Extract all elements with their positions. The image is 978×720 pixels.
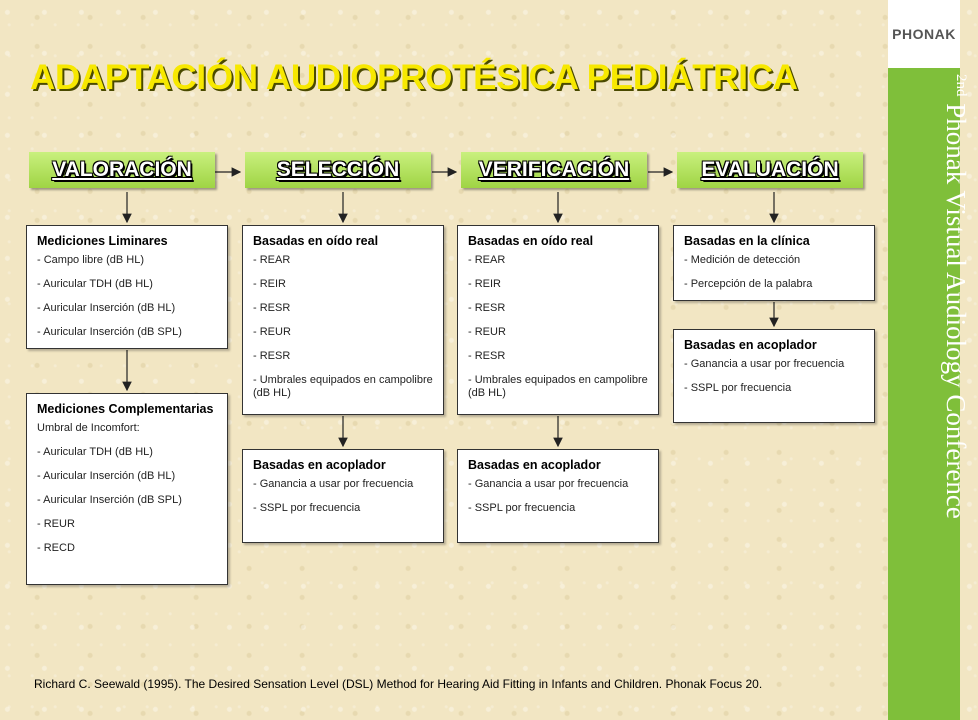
box-title: Basadas en la clínica	[684, 234, 810, 248]
box-item: - Auricular Inserción (dB SPL)	[37, 494, 182, 506]
stage-evaluacion: EVALUACIÓN	[677, 152, 863, 188]
box-item: - SSPL por frecuencia	[684, 382, 792, 394]
conference-title	[939, 74, 978, 519]
stage-seleccion: SELECCIÓN	[245, 152, 431, 188]
box-item: - Auricular Inserción (dB HL)	[37, 302, 176, 314]
brand-sidebar	[888, 0, 971, 720]
box-evaluacion-acoplador	[673, 329, 875, 423]
box-title: Basadas en oído real	[468, 234, 594, 248]
box-item: - RESR	[253, 302, 291, 314]
box-item: - Umbrales equipados en campolibre (dB HL)	[468, 374, 648, 399]
box-item: - RECD	[37, 542, 75, 554]
box-item: - Auricular TDH (dB HL)	[37, 278, 153, 290]
stage-verificacion: VERIFICACIÓN	[461, 152, 647, 188]
box-seleccion-acoplador	[242, 449, 444, 543]
phonak-logo: PHONAK	[892, 26, 956, 42]
box-title: Mediciones Complementarias	[37, 402, 214, 416]
box-item: - RESR	[468, 350, 506, 362]
box-item: - Umbrales equipados en campolibre (dB HL)	[253, 374, 433, 399]
box-item: - REAR	[253, 254, 291, 266]
box-item: - RESR	[468, 302, 506, 314]
box-mediciones-complementarias	[26, 393, 228, 585]
box-item: - SSPL por frecuencia	[468, 502, 576, 514]
box-item: - REUR	[253, 326, 291, 338]
box-item: - Campo libre (dB HL)	[37, 254, 144, 266]
box-item: - REIR	[253, 278, 286, 290]
box-title: Basadas en acoplador	[468, 458, 601, 472]
citation: Richard C. Seewald (1995). The Desired Sensation Level (DSL) Method for Hearing Aid Fitting in Infants and Children. Phonak Focus 20.	[34, 677, 763, 691]
box-title: Basadas en acoplador	[253, 458, 386, 472]
phonak-logo-box	[888, 0, 960, 68]
box-item: - RESR	[253, 350, 291, 362]
box-title: Basadas en oído real	[253, 234, 379, 248]
box-title: Basadas en acoplador	[684, 338, 817, 352]
box-item: - Auricular Inserción (dB SPL)	[37, 326, 182, 338]
box-item: - REUR	[37, 518, 75, 530]
box-item: - REIR	[468, 278, 501, 290]
box-mediciones-liminares	[26, 225, 228, 349]
box-item: Umbral de Incomfort:	[37, 422, 140, 434]
box-item: - Ganancia a usar por frecuencia	[684, 358, 845, 370]
box-item: - REAR	[468, 254, 506, 266]
box-seleccion-oido-real	[242, 225, 444, 415]
box-verificacion-oido-real	[457, 225, 659, 415]
page-title: ADAPTACIÓN AUDIOPROTÉSICA PEDIÁTRICA	[30, 58, 798, 97]
conference-ordinal: 2nd	[953, 74, 969, 97]
conference-name: Phonak Vistual Audiology Conference	[941, 103, 971, 519]
stage-valoracion: VALORACIÓN	[29, 152, 215, 188]
box-item: - Medición de detección	[684, 254, 801, 266]
box-item: - SSPL por frecuencia	[253, 502, 361, 514]
box-item: - Ganancia a usar por frecuencia	[253, 478, 414, 490]
box-item: - Auricular Inserción (dB HL)	[37, 470, 176, 482]
box-evaluacion-clinica	[673, 225, 875, 301]
box-verificacion-acoplador	[457, 449, 659, 543]
box-item: - REUR	[468, 326, 506, 338]
box-item: - Percepción de la palabra	[684, 278, 813, 290]
box-item: - Ganancia a usar por frecuencia	[468, 478, 629, 490]
box-item: - Auricular TDH (dB HL)	[37, 446, 153, 458]
box-title: Mediciones Liminares	[37, 234, 168, 248]
